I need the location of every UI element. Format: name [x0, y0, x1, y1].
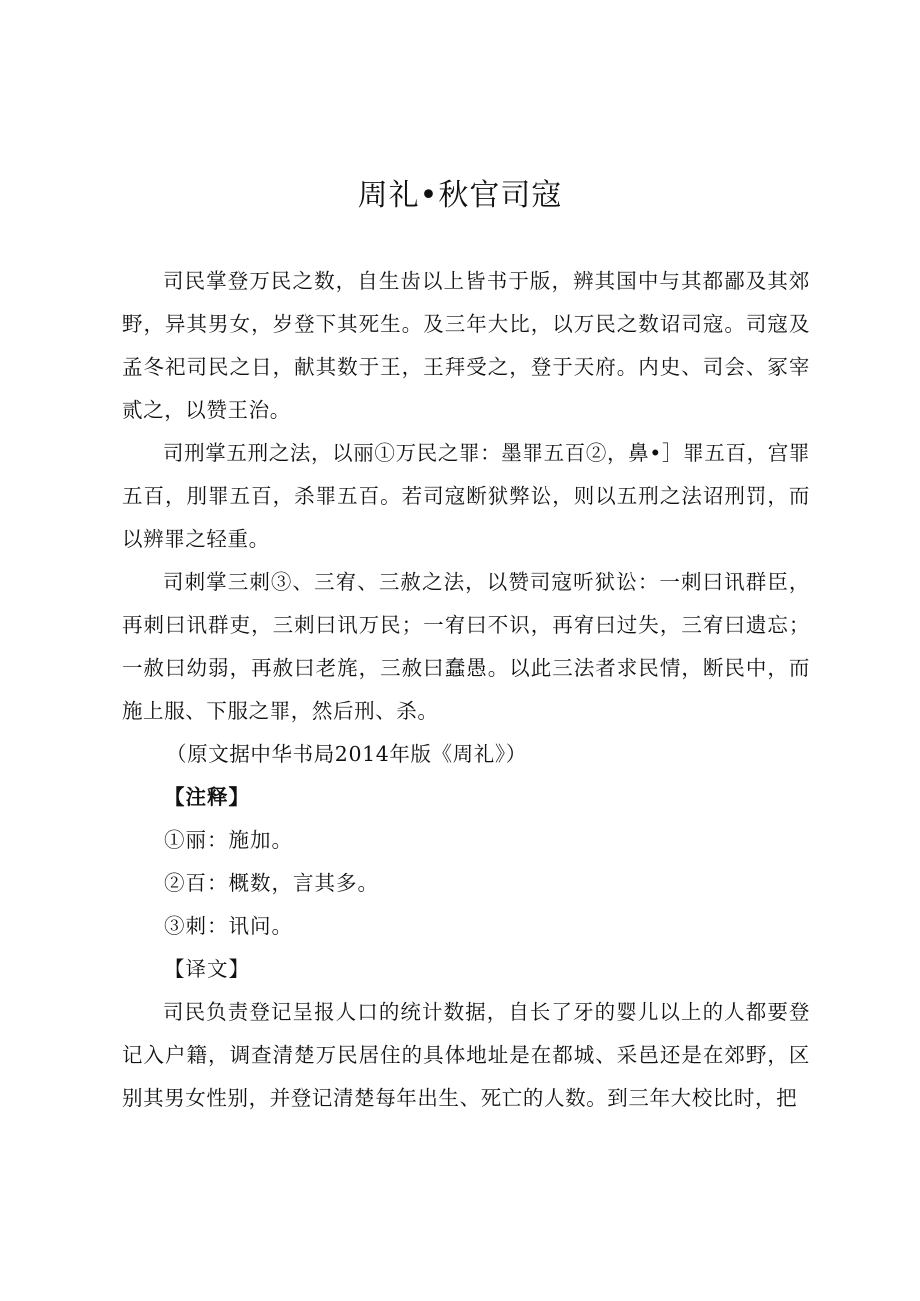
page-title: 周礼•秋官司寇: [357, 178, 563, 213]
notes-heading: 【注释】: [164, 785, 250, 809]
note-item-1: ①丽：施加。: [164, 828, 293, 852]
translation-heading: 【译文】: [164, 957, 250, 981]
note-item-2: ②百：概数，言其多。: [164, 871, 379, 895]
paragraph-sixing: 司刑掌五刑之法，以丽①万民之罪：墨罪五百②，鼻•］罪五百，宫罪五百，刖罪五百，杀罪五百。若司寇断狱弊讼，则以五刑之法诏刑罚，而以辨罪之轻重。: [122, 441, 810, 551]
document-body: [122, 260, 810, 1120]
paragraph-simin: 司民掌登万民之数，自生齿以上皆书于版，辨其国中与其都鄙及其郊野，异其男女，岁登下其死生。及三年大比，以万民之数诏司寇。司寇及孟冬祀司民之日，献其数于王，王拜受之，登于天府。内史、司会、冢宰贰之，以赞王治。: [122, 269, 810, 422]
source-note: （原文据中华书局2014年版《周礼》）: [166, 742, 527, 766]
note-item-3: ③刺：讯问。: [164, 914, 293, 938]
paragraph-sici: 司刺掌三刺③、三宥、三赦之法，以赞司寇听狱讼：一刺曰讯群臣，再刺曰讯群吏，三刺曰讯万民；一宥曰不识，再宥曰过失，三宥曰遗忘；一赦曰幼弱，再赦曰老旄，三赦曰蠢愚。以此三法者求民情，断民中，而施上服、下服之罪，然后刑、杀。: [122, 570, 810, 723]
translation-paragraph: 司民负责登记呈报人口的统计数据，自长了牙的婴儿以上的人都要登记入户籍，调查清楚万民居住的具体地址是在都城、采邑还是在郊野，区别其男女性别，并登记清楚每年出生、死亡的人数。到三年大校比时，把: [122, 1000, 810, 1110]
